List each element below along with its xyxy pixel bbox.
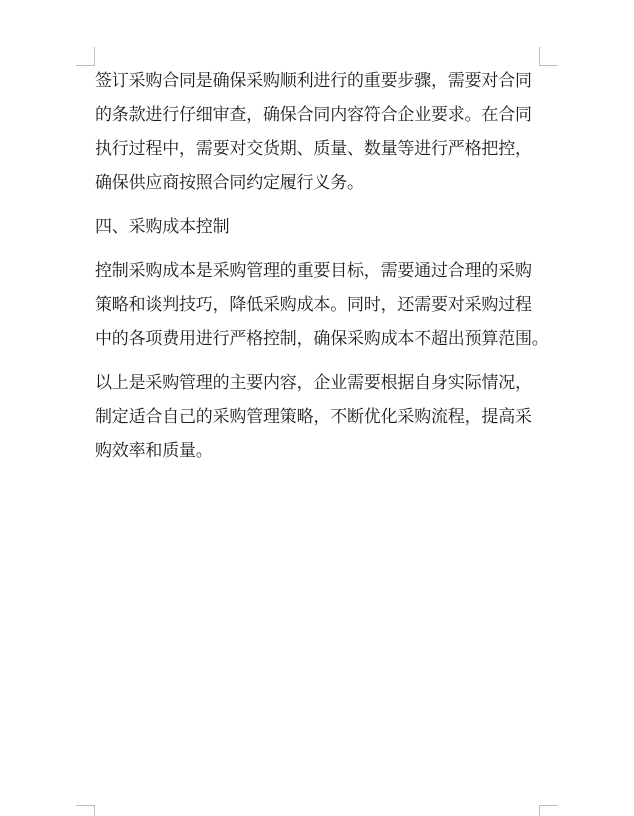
document-body [95,64,555,478]
paragraph-line: 策略和谈判技巧，降低采购成本。同时，还需要对采购过程 [95,295,532,315]
paragraph-line: 购效率和质量。 [95,441,213,461]
paragraph-line: 确保供应商按照合同约定履行义务。 [95,173,364,193]
paragraph-line: 制定适合自己的采购管理策略，不断优化采购流程，提高采 [95,407,532,427]
paragraph-cost-control [95,254,555,356]
paragraph-summary [95,366,555,468]
paragraph-line: 的条款进行仔细审查，确保合同内容符合企业要求。在合同 [95,105,532,125]
paragraph-line: 中的各项费用进行严格控制，确保采购成本不超出预算范围。 [95,329,549,349]
paragraph-contract [95,64,555,200]
paragraph-line: 签订采购合同是确保采购顺利进行的重要步骤，需要对合同 [95,71,532,91]
paragraph-line: 控制采购成本是采购管理的重要目标，需要通过合理的采购 [95,261,532,281]
paragraph-line: 执行过程中，需要对交货期、质量、数量等进行严格把控， [95,139,532,159]
paragraph-line: 以上是采购管理的主要内容，企业需要根据自身实际情况， [95,373,532,393]
section-heading: 四、采购成本控制 [95,217,230,237]
crop-mark-top-left [76,47,95,66]
